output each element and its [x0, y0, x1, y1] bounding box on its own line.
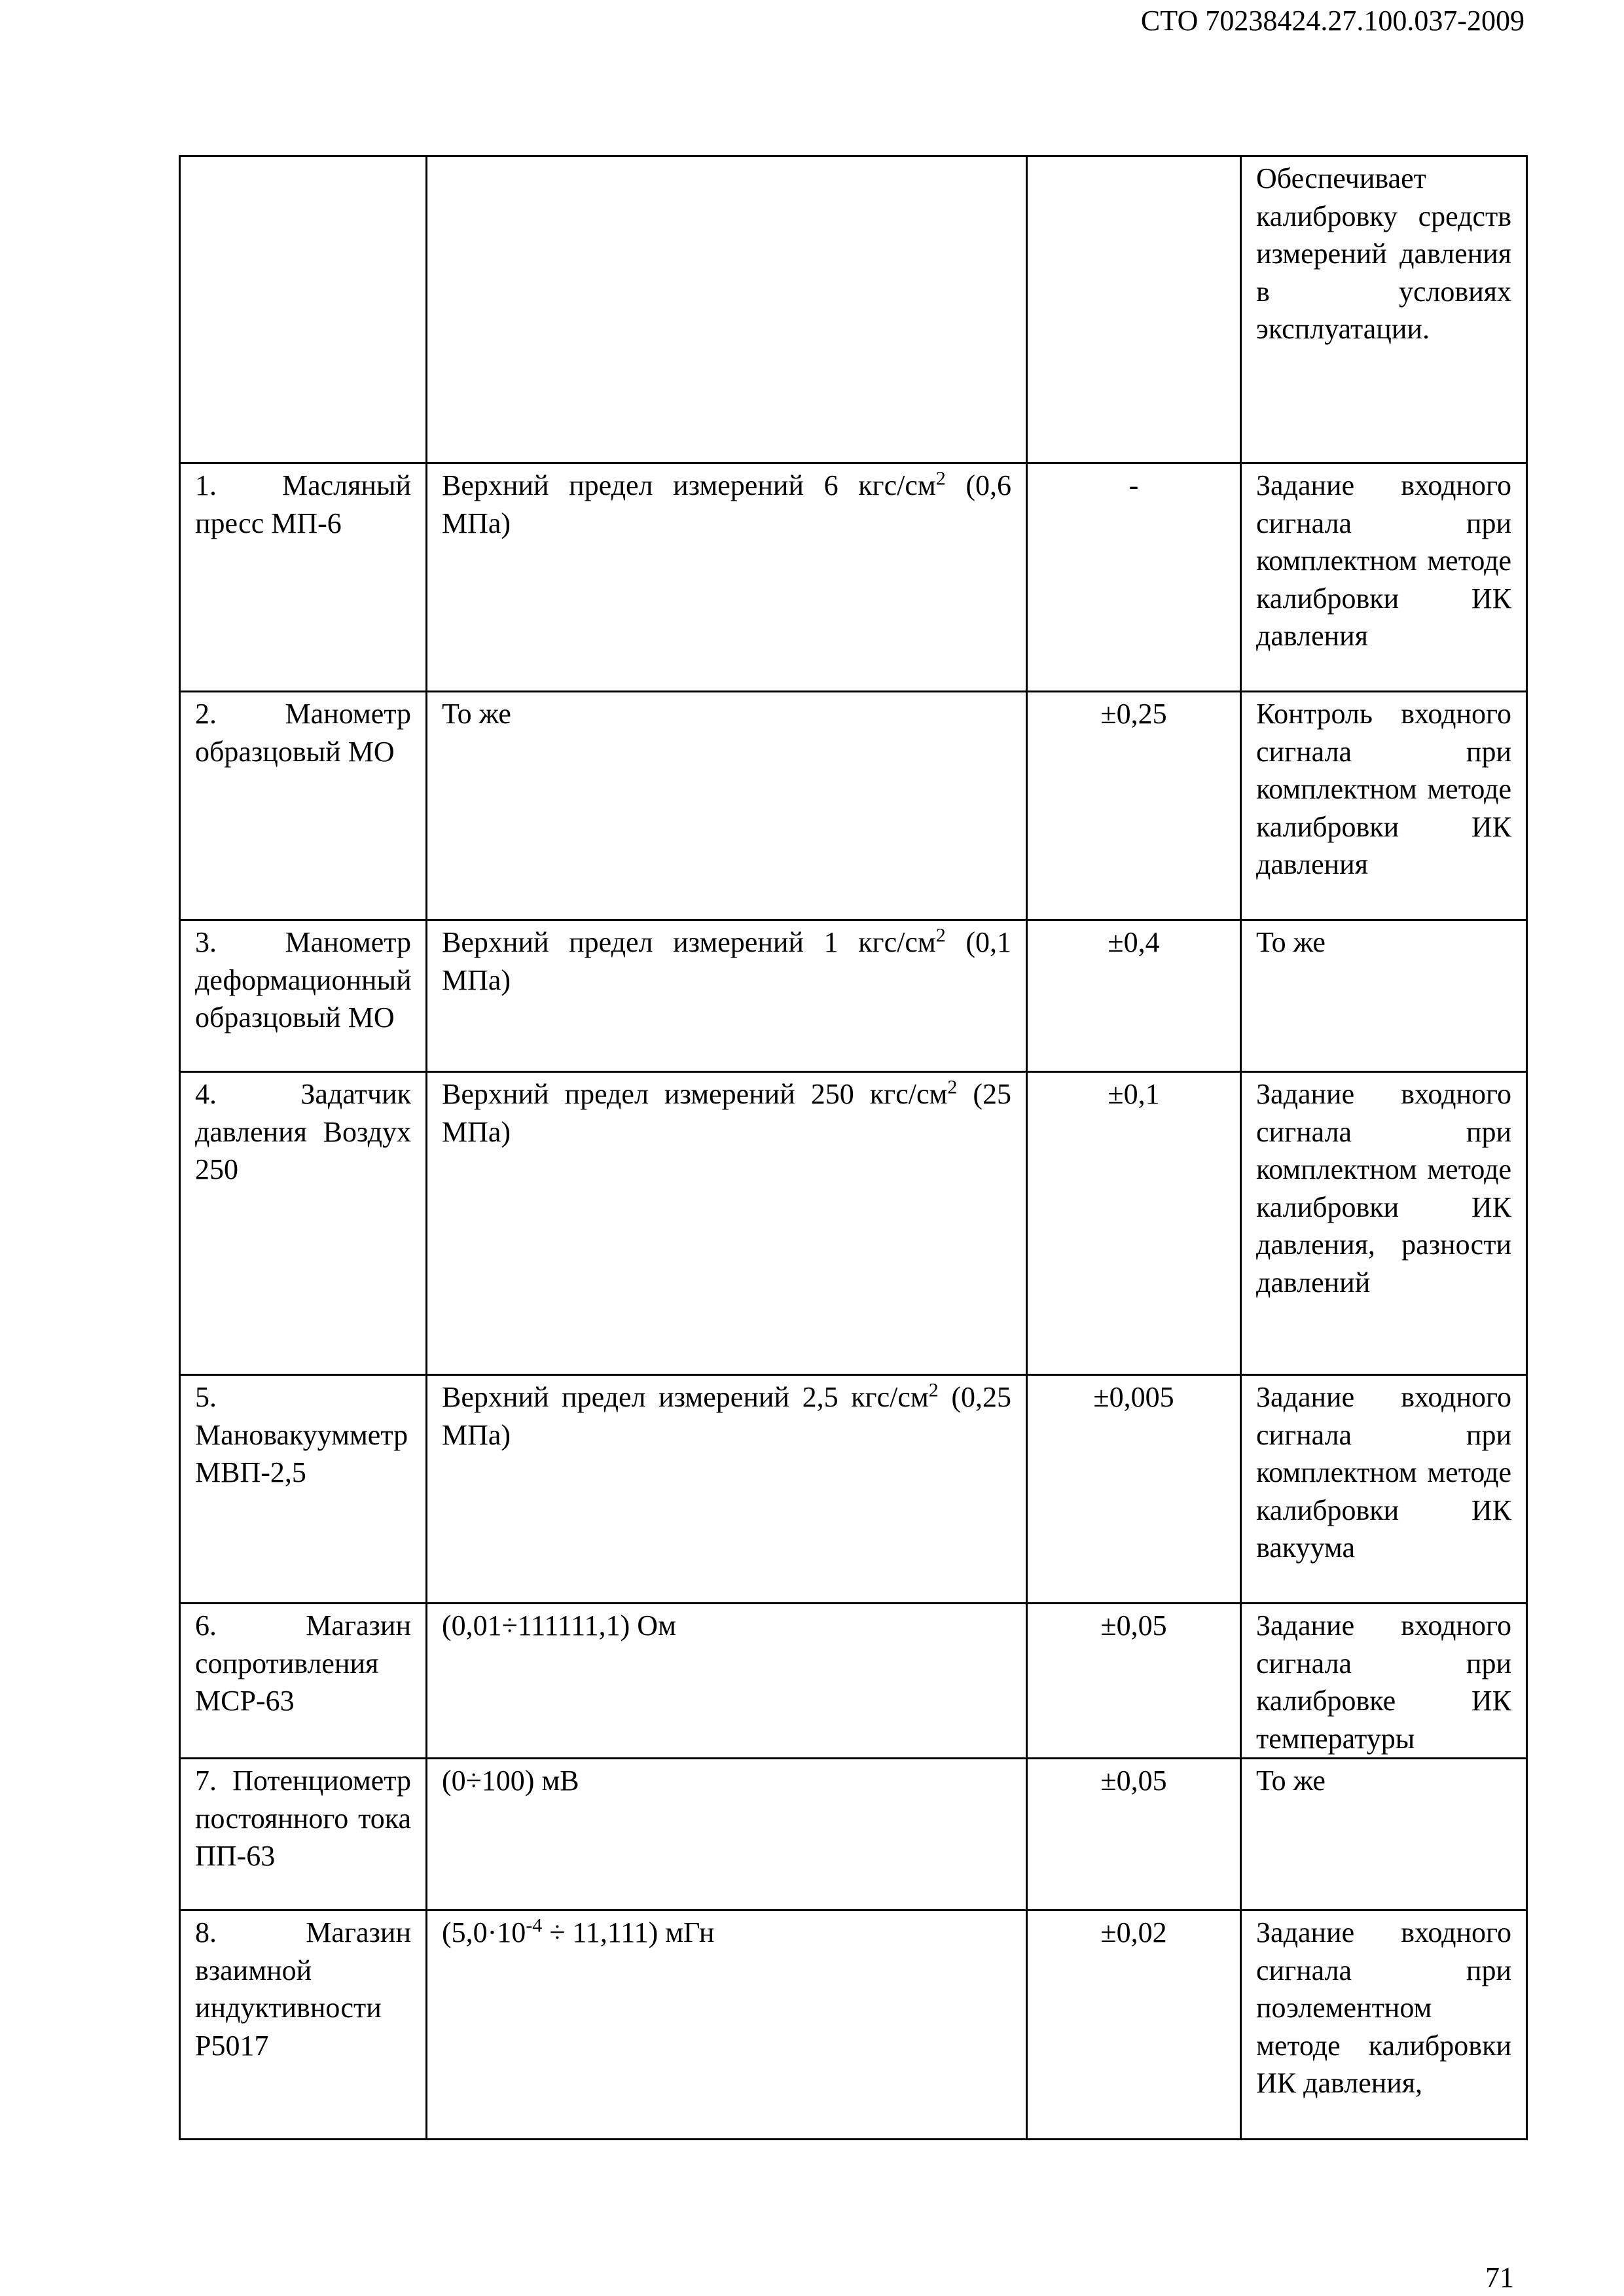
range-superscript: 2 — [935, 924, 946, 946]
cell-name — [180, 156, 427, 463]
cell-purpose: Контроль входного сигнала при комплектном методе калибровки ИК давления — [1241, 692, 1527, 920]
range-text: Верхний предел измерений 250 кгс/см — [442, 1078, 948, 1110]
table-row — [180, 1910, 1527, 2140]
cell-accuracy — [1027, 156, 1241, 463]
cell-name: 1. Масляный пресс МП-6 — [180, 463, 427, 692]
cell-accuracy: ±0,05 — [1027, 1604, 1241, 1759]
range-text-tail: ÷ 11,111) мГн — [542, 1916, 715, 1948]
cell-purpose: Задание входного сигнала при калибровке ИК температуры — [1241, 1604, 1527, 1759]
table-row — [180, 692, 1527, 920]
cell-accuracy: ±0,02 — [1027, 1910, 1241, 2140]
table-row-continuation — [180, 156, 1527, 463]
cell-name: 3. Манометр деформационный образцовый МО — [180, 920, 427, 1072]
cell-range — [427, 1604, 1027, 1759]
cell-accuracy: ±0,4 — [1027, 920, 1241, 1072]
cell-range — [427, 1375, 1027, 1604]
cell-range — [427, 920, 1027, 1072]
cell-range — [427, 1072, 1027, 1375]
page-number: 71 — [1485, 2261, 1514, 2293]
cell-range — [427, 1910, 1027, 2140]
cell-purpose: То же — [1241, 1759, 1527, 1910]
cell-purpose: То же — [1241, 920, 1527, 1072]
table-row — [180, 1072, 1527, 1375]
cell-purpose: Обеспечивает калибровку средств измерений давления в условиях эксплуатации. — [1241, 156, 1527, 463]
table-row — [180, 1604, 1527, 1759]
range-text: Верхний предел измерений 6 кгс/см — [442, 469, 936, 501]
cell-name: 7. Потенциометр постоянного тока ПП-63 — [180, 1759, 427, 1910]
equipment-table — [179, 155, 1528, 2140]
table-row — [180, 1375, 1527, 1604]
cell-name: 6. Магазин сопротивления МСР-63 — [180, 1604, 427, 1759]
range-text-tail: (0,25 МПа) — [442, 1381, 1011, 1451]
range-text: Верхний предел измерений 1 кгс/см — [442, 926, 936, 958]
cell-accuracy: ±0,1 — [1027, 1072, 1241, 1375]
cell-name: 2. Манометр образцовый МО — [180, 692, 427, 920]
range-text: (0÷100) мВ — [442, 1765, 579, 1797]
cell-purpose: Задание входного сигнала при комплектном методе калибровки ИК давления, разности давлений — [1241, 1072, 1527, 1375]
cell-name: 5. Мановакуумметр МВП-2,5 — [180, 1375, 427, 1604]
range-superscript: 2 — [928, 1379, 939, 1401]
cell-purpose: Задание входного сигнала при поэлементном методе калибровки ИК давления, — [1241, 1910, 1527, 2140]
cell-accuracy: ±0,005 — [1027, 1375, 1241, 1604]
range-text-tail: (25 МПа) — [442, 1078, 1011, 1148]
cell-range — [427, 1759, 1027, 1910]
range-superscript: 2 — [935, 467, 946, 490]
cell-range — [427, 692, 1027, 920]
cell-name: 4. Задатчик давления Воздух 250 — [180, 1072, 427, 1375]
range-text-tail: (0,6 МПа) — [442, 469, 1011, 539]
range-text: (0,01÷111111,1) Ом — [442, 1609, 676, 1641]
cell-accuracy: ±0,25 — [1027, 692, 1241, 920]
cell-purpose: Задание входного сигнала при комплектном методе калибровки ИК вакуума — [1241, 1375, 1527, 1604]
cell-range — [427, 463, 1027, 692]
range-superscript: -4 — [526, 1914, 543, 1937]
cell-accuracy: - — [1027, 463, 1241, 692]
cell-range — [427, 156, 1027, 463]
table-row — [180, 463, 1527, 692]
cell-name: 8. Магазин взаимной индуктивности Р5017 — [180, 1910, 427, 2140]
range-superscript: 2 — [947, 1076, 958, 1098]
cell-accuracy: ±0,05 — [1027, 1759, 1241, 1910]
range-text-tail: (0,1 МПа) — [442, 926, 1011, 996]
document-code-header: СТО 70238424.27.100.037-2009 — [1140, 5, 1525, 37]
range-text: (5,0·10 — [442, 1916, 526, 1948]
table-row — [180, 1759, 1527, 1910]
range-text: Верхний предел измерений 2,5 кгс/см — [442, 1381, 929, 1413]
table-row — [180, 920, 1527, 1072]
cell-purpose: Задание входного сигнала при комплектном методе калибровки ИК давления — [1241, 463, 1527, 692]
range-text: То же — [442, 698, 511, 730]
